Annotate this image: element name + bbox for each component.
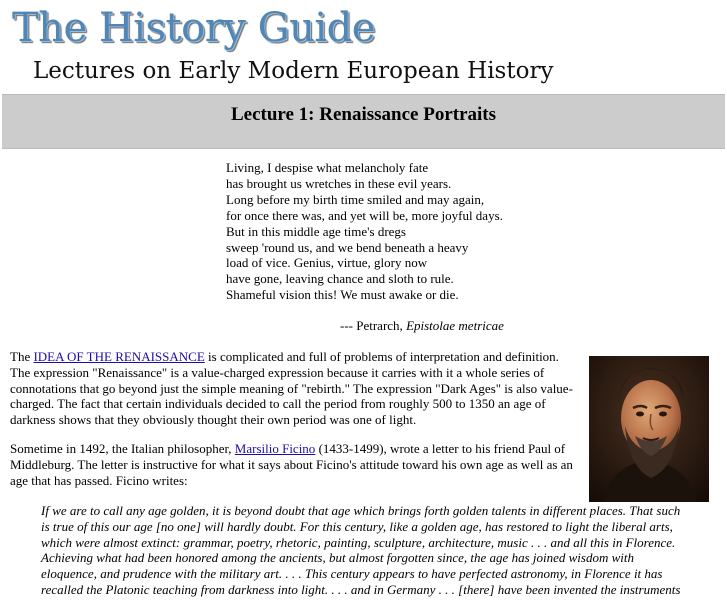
site-subtitle: Lectures on Early Modern European History — [33, 58, 554, 84]
lecture-title: Lecture 1: Renaissance Portraits — [230, 104, 497, 125]
portrait-image — [589, 356, 709, 502]
marsilio-ficino-link[interactable]: Marsilio Ficino — [234, 441, 316, 456]
poem-line: Shameful vision this! We must awake or die. — [226, 287, 459, 303]
idea-of-renaissance-link[interactable]: IDEA OF THE RENAISSANCE — [33, 349, 205, 364]
paragraph-text: is complicated and full of problems of interpretation and definition. The expression "Renaissance" is a value-charged expression because it carries with it a whole series of connotations that go beyond just the simple meaning of "rebirth." The expression "Dark Ages" is also value-charged. The fact that certain individuals decided to call the period from roughly 500 to 1350 an age of darkness shows that they obviously thought their own period was one of light. — [10, 349, 573, 428]
paragraph-text: (1433-1499), wrote a letter to his friend Paul of Middleburg. The letter is instructive for what it says about Ficino's attitude toward his own age as well as an age that has passed. Ficino writes: — [10, 441, 573, 488]
site-title-logo: The History Guide — [12, 5, 375, 51]
ficino-quote: If we are to call any age golden, it is beyond doubt that age which brings forth golden talents in different places. That such is true of this our age [no one] will hardly doubt. For this century, like a golden age, has restored to light the liberal arts, which were almost extinct: grammar, poetry, rhetoric, painting, sculpture, architecture, music . . . and all this in Florence. Achieving what had been honored among the ancients, but almost forgotten since, the age has joined wisdom with eloquence, and prudence with the military art. . . . This century appears to have perfected astronomy, in Florence it has recalled the Platonic teaching from darkness into light. . . . and in Germany . . . [there] have been invented the instruments — [41, 503, 681, 597]
intro-paragraph — [10, 349, 578, 428]
poem-line: has brought us wretches in these evil years. — [226, 175, 452, 191]
poem-line: But in this middle age time's dregs — [226, 223, 406, 239]
poem-line: have gone, leaving chance and sloth to rule. — [226, 271, 454, 287]
poem-line: for once there was, and yet will be, more joyful days. — [226, 207, 503, 223]
lecture-title-bar — [2, 94, 725, 149]
poem-line: Living, I despise what melancholy fate — [226, 160, 429, 175]
paragraph-text: Sometime in 1492, the Italian philosopher, — [10, 441, 235, 456]
ficino-paragraph — [10, 441, 578, 488]
paragraph-text: The — [10, 349, 34, 364]
poem-line: Long before my birth time smiled and may again, — [226, 191, 485, 207]
attribution-author: --- Petrarch, — [340, 318, 403, 333]
poem-attribution — [340, 318, 504, 334]
attribution-work: Epistolae metricae — [406, 318, 504, 333]
poem-line: load of vice. Genius, virtue, glory now — [226, 255, 428, 271]
poem-line: sweep 'round us, and we bend beneath a heavy — [226, 239, 469, 255]
petrarch-poem — [226, 160, 526, 303]
